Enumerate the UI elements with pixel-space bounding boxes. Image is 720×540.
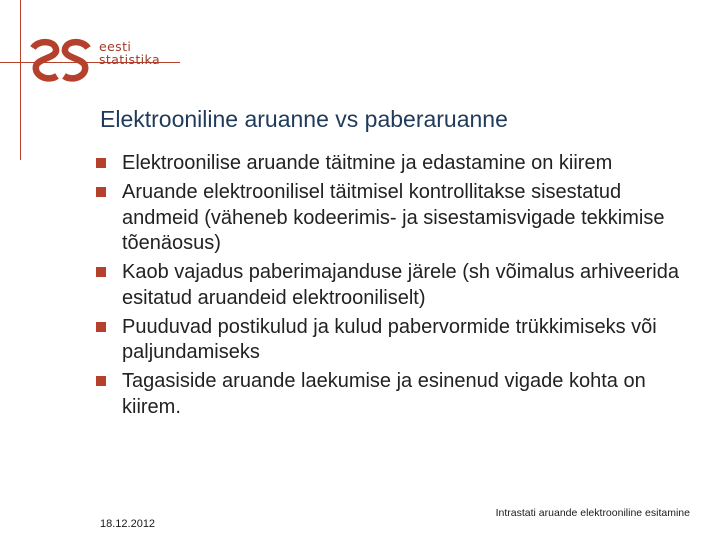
bullet-text: Elektroonilise aruande täitmine ja edastamine on kiirem — [122, 152, 613, 174]
bullet-item — [96, 315, 696, 366]
square-bullet-icon — [96, 376, 106, 386]
slide-title: Elektrooniline aruanne vs paberaruanne — [100, 106, 508, 132]
square-bullet-icon — [96, 322, 106, 332]
bullet-text: Puuduvad postikulud ja kulud pabervormide trükkimiseks või paljundamiseks — [122, 315, 657, 363]
square-bullet-icon — [96, 158, 106, 168]
logo-line-2: statistika — [99, 52, 161, 67]
bullet-text: Kaob vajadus paberimajanduse järele (sh võimalus arhiveerida esitatud aruandeid elektrooniliselt) — [122, 261, 679, 309]
bullet-item — [96, 369, 696, 420]
logo-line-1: eesti — [99, 39, 132, 54]
bullet-list — [96, 151, 696, 424]
statistics-estonia-logo-icon — [28, 36, 92, 86]
bullet-text: Aruande elektroonilisel täitmisel kontrollitakse sisestatud andmeid (väheneb kodeerimis- ja sisestamisvigade tekkimise tõenäosus) — [122, 181, 665, 254]
footer-presentation-title: Intrastati aruande elektrooniline esitamine — [495, 507, 690, 519]
bullet-item — [96, 151, 696, 177]
square-bullet-icon — [96, 267, 106, 277]
bullet-item — [96, 180, 696, 257]
logo-wordmark — [99, 40, 160, 66]
vertical-decor-line — [20, 0, 21, 160]
footer-date: 18.12.2012 — [100, 518, 156, 530]
square-bullet-icon — [96, 187, 106, 197]
bullet-item — [96, 260, 696, 311]
bullet-text: Tagasiside aruande laekumise ja esinenud vigade kohta on kiirem. — [122, 370, 646, 418]
